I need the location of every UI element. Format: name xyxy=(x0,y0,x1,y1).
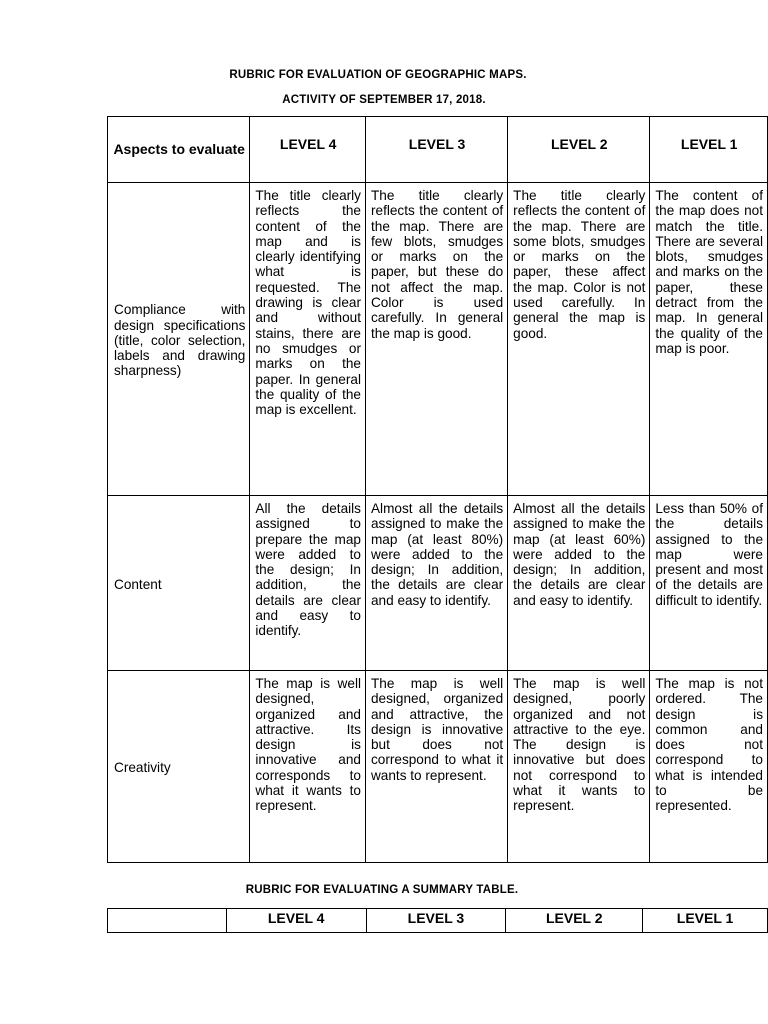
table-row xyxy=(108,183,768,496)
level-cell: The map is well designed, organized and attractive, the design is innovative but does not correspond to what it wants to represent. xyxy=(365,671,507,863)
level-cell: Almost all the details assigned to make the map (at least 80%) were added to the design; In addition, the details are clear and easy to identify. xyxy=(365,496,507,671)
header-level-3: LEVEL 3 xyxy=(366,909,506,933)
level-cell: The map is well designed, organized and attractive. Its design is innovative and corresponds to what it wants to represent. xyxy=(250,671,366,863)
table-header-row xyxy=(108,909,768,933)
level-cell: The title clearly reflects the content of the map and is clearly identifying what is requested. The drawing is clear and without stains, there are no smudges or marks on the paper. In general the quality of the map is excellent. xyxy=(250,183,366,496)
header-level-2: LEVEL 2 xyxy=(506,909,643,933)
activity-date: ACTIVITY OF SEPTEMBER 17, 2018. xyxy=(282,94,486,106)
header-level-1: LEVEL 1 xyxy=(650,117,768,183)
level-cell: Almost all the details assigned to make the map (at least 60%) were added to the design; In addition, the details are clear and easy to identify. xyxy=(508,496,650,671)
maps-rubric-table xyxy=(107,116,768,863)
aspect-cell: Compliance with design specifications (title, color selection, labels and drawing sharpness) xyxy=(108,183,250,496)
rubric-title: RUBRIC FOR EVALUATION OF GEOGRAPHIC MAPS. xyxy=(229,69,527,81)
header-aspects: Aspects to evaluate xyxy=(108,117,250,183)
summary-rubric-table xyxy=(107,908,768,933)
aspect-cell: Content xyxy=(108,496,250,671)
level-cell: The title clearly reflects the content of the map. There are some blots, smudges or marks on the paper, these affect the map. Color is not used carefully. In general the map is good. xyxy=(508,183,650,496)
header-level-1: LEVEL 1 xyxy=(643,909,768,933)
level-cell: Less than 50% of the details assigned to the map were present and most of the details are difficult to identify. xyxy=(650,496,768,671)
level-cell: The map is well designed, poorly organized and not attractive to the eye. The design is innovative but does not correspond to what it wants to represent. xyxy=(508,671,650,863)
table-row xyxy=(108,496,768,671)
header-level-4: LEVEL 4 xyxy=(250,117,366,183)
header-level-4: LEVEL 4 xyxy=(226,909,366,933)
level-cell: The title clearly reflects the content of the map. There are few blots, smudges or marks on the paper, but these do not affect the map. Color is used carefully. In general the map is good. xyxy=(365,183,507,496)
table-row xyxy=(108,671,768,863)
level-cell: The map is not ordered. The design is common and does not correspond to what is intended to be represented. xyxy=(650,671,768,863)
level-cell: All the details assigned to prepare the map were added to the design; In addition, the details are clear and easy to identify. xyxy=(250,496,366,671)
header-level-2: LEVEL 2 xyxy=(508,117,650,183)
summary-rubric-title: RUBRIC FOR EVALUATING A SUMMARY TABLE. xyxy=(245,884,519,896)
header-level-3: LEVEL 3 xyxy=(365,117,507,183)
level-cell: The content of the map does not match the title. There are several blots, smudges and marks on the paper, these detract from the map. In general the quality of the map is poor. xyxy=(650,183,768,496)
aspect-cell: Creativity xyxy=(108,671,250,863)
header-blank xyxy=(108,909,227,933)
table-header-row xyxy=(108,117,768,183)
